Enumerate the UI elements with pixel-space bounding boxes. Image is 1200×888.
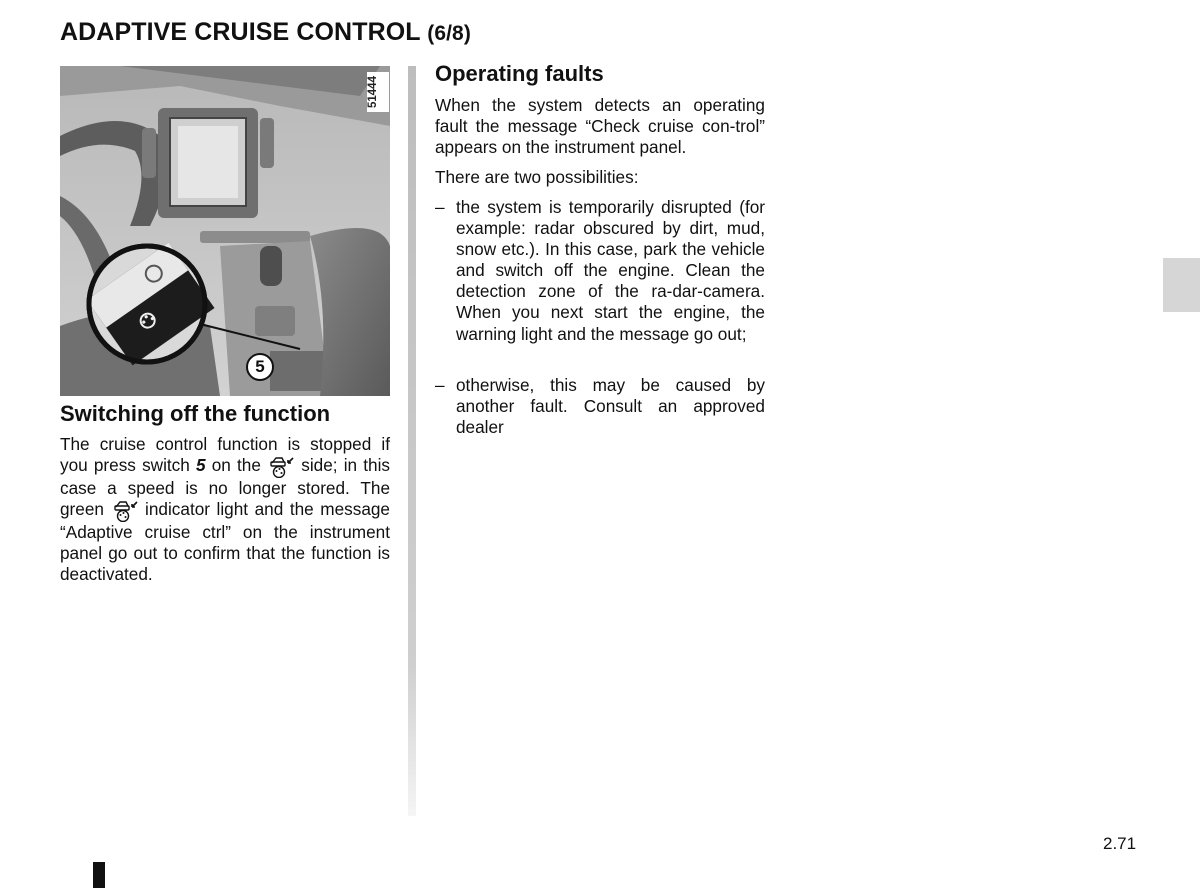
list-item — [435, 197, 765, 345]
list-item — [435, 375, 765, 438]
switch-reference: 5 — [196, 455, 206, 476]
list-bullet: – — [435, 375, 445, 395]
callout-label: 5 — [246, 353, 274, 381]
switching-off-text-3: side; in this case a speed is no longer stored. The green — [60, 455, 390, 520]
chapter-tab — [1163, 258, 1200, 312]
switching-off-paragraph — [60, 434, 390, 585]
switching-off-text-4: indicator light and the message “Adaptive cruise ctrl” on the instrument panel go out to confirm that the function is deactivated. — [60, 499, 390, 585]
dashboard-illustration — [60, 66, 390, 396]
title-page-suffix: (6/8) — [427, 22, 471, 45]
page-number: 2.71 — [1103, 834, 1137, 853]
switching-off-text-1: The cruise control function is stopped if you press switch — [60, 434, 390, 476]
adaptive-cruise-indicator-icon — [111, 500, 139, 522]
adaptive-cruise-icon — [267, 456, 295, 478]
section-heading-operating-faults: Operating faults — [435, 61, 604, 86]
dashboard-drawing — [60, 66, 390, 396]
page-title — [60, 18, 471, 47]
list-item-text: otherwise, this may be caused by another fault. Consult an approved dealer — [456, 375, 765, 438]
operating-faults-paragraph-1: When the system detects an operating fault the message “Check cruise con-trol” appears on the instrument panel. — [435, 95, 765, 158]
switching-off-text-2: on the — [205, 455, 268, 476]
list-item-text: the system is temporarily disrupted (for example: radar obscured by dirt, mud, snow etc.). In this case, park the vehicle and switch off the engine. Clean the detection zone of the ra-dar-camera. When you next start the engine, the warning light and the message go out; — [456, 197, 765, 344]
figure-reference-number: 51444 — [367, 72, 389, 112]
list-bullet: – — [435, 197, 445, 217]
corner-mark — [93, 862, 105, 888]
title-main: ADAPTIVE CRUISE CONTROL — [60, 18, 421, 46]
section-heading-switching-off: Switching off the function — [60, 401, 331, 426]
column-divider — [408, 66, 416, 816]
operating-faults-paragraph-2: There are two possibilities: — [435, 167, 639, 187]
